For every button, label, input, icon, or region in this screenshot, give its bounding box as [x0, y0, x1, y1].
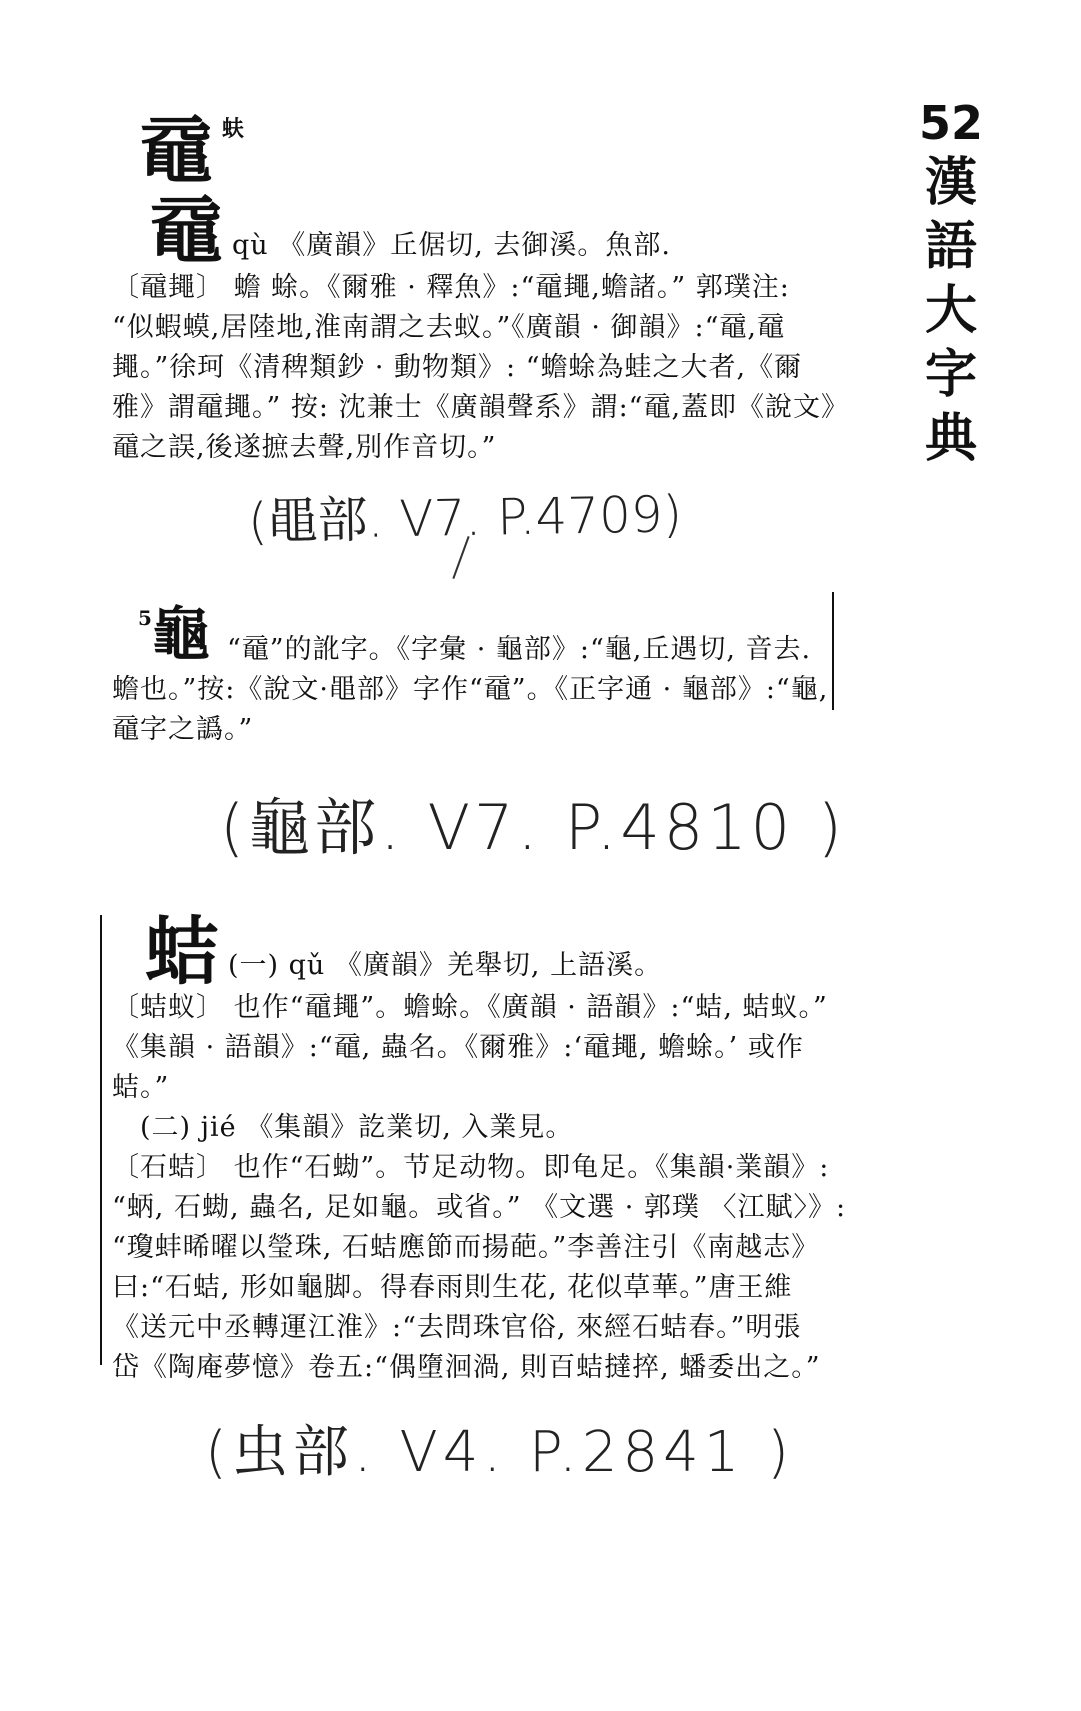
dictionary-title: [916, 95, 986, 471]
entry2-stroke-number: 5: [138, 606, 152, 630]
entry1-body: [112, 268, 849, 468]
entry1-head-char: 黿: [150, 188, 223, 273]
entry2-line: 黿字之譌。”: [112, 714, 254, 745]
entry3-line: 〔蛣蚁〕 也作“黿䵷”。蟾蜍。《廣韻 · 語韻》:“蛣, 蛣蚁。”: [112, 992, 828, 1023]
title-char: 語: [924, 217, 977, 277]
entry3-line: 曰:“石蛣, 形如龜脚。得春雨則生花, 花似草華。”唐王維: [112, 1272, 793, 1303]
entry2-handwritten-note: (龜部. V7. P.4810 ): [220, 791, 847, 864]
entry3-line: “瓊蚌晞曜以瑩珠, 石蛣應節而揚葩。”李善注引《南越志》: [112, 1232, 820, 1263]
title-char: 漢: [924, 153, 977, 213]
margin-rule: [832, 592, 834, 710]
entry1-head-top: 黿: [140, 108, 213, 193]
margin-rule: [100, 915, 102, 1365]
entry3-line: 〔石蛣〕 也作“石蜐”。节足动物。即龟足。《集韻·業韻》:: [112, 1152, 830, 1183]
entry3-header-text: (一) qǔ 《廣韻》羌舉切, 上語溪。: [228, 950, 663, 981]
entry3-line: 《集韻 · 語韻》:“黿, 蟲名。《爾雅》:‘黿䵷, 蟾蜍。’ 或作: [112, 1032, 804, 1063]
title-char: 典: [924, 409, 977, 469]
entry3-handwritten-note: (虫部. V4. P.2841 ): [205, 1420, 794, 1485]
entry2-line: “黿”的訛字。《字彙 · 龜部》:“龜,丘遇切, 音去.: [227, 634, 812, 665]
entry1-handwritten-note: (黽部. V7. P.4709): [247, 485, 683, 551]
volume-number: 52: [918, 96, 983, 150]
entry2-line: 蟾也。”按:《說文·黽部》字作“黿”。《正字通 · 龜部》:“龜,: [112, 674, 829, 705]
entry1-line: 䵷。”徐珂《清稗類鈔 · 動物類》: “蟾蜍為蛙之大者,《爾: [112, 352, 803, 383]
entry3-line: 岱《陶庵夢憶》卷五:“偶墮洄渦, 則百蛣撻捽, 蟠委出之。”: [112, 1352, 821, 1383]
entry3-line: “蛃, 石蜐, 蟲名, 足如龜。或省。” 《文選 · 郭璞 〈江賦〉》:: [112, 1192, 847, 1223]
entry3-body: [112, 988, 846, 1388]
entry2-body: [112, 630, 828, 750]
entry3-line: 《送元中丞轉運江淮》:“去問珠官俗, 來經石蛣春。”明張: [112, 1312, 802, 1343]
entry1-line: 雅》謂黿䵷。” 按: 沈兼士《廣韻聲系》謂:“黿,蓋即《說文》: [112, 392, 850, 423]
entry3-line: 蛣。”: [112, 1072, 170, 1103]
entry1-header-text: qù 《廣韻》丘倨切, 去御溪。魚部.: [232, 230, 672, 261]
entry1-superscript: 蚨: [222, 116, 245, 142]
entry1-line: 〔黿䵷〕 蟾 蜍。《爾雅 · 釋魚》:“黿䵷,蟾諸。” 郭璞注:: [112, 272, 790, 303]
entry3-head-char: 蛣: [145, 909, 219, 995]
entry2-head-char: 龜: [152, 600, 211, 668]
title-char: 字: [924, 345, 977, 405]
entry1-line: “似蝦蟆,居陸地,淮南謂之去蚁。”《廣韻 · 御韻》:“黿,黿: [112, 312, 786, 343]
entry1-line: 黿之誤,後遂摭去聲,別作音切。”: [112, 432, 497, 463]
entry3-line: (二) jié 《集韻》訖業切, 入業見。: [140, 1112, 574, 1143]
title-char: 大: [924, 281, 977, 341]
